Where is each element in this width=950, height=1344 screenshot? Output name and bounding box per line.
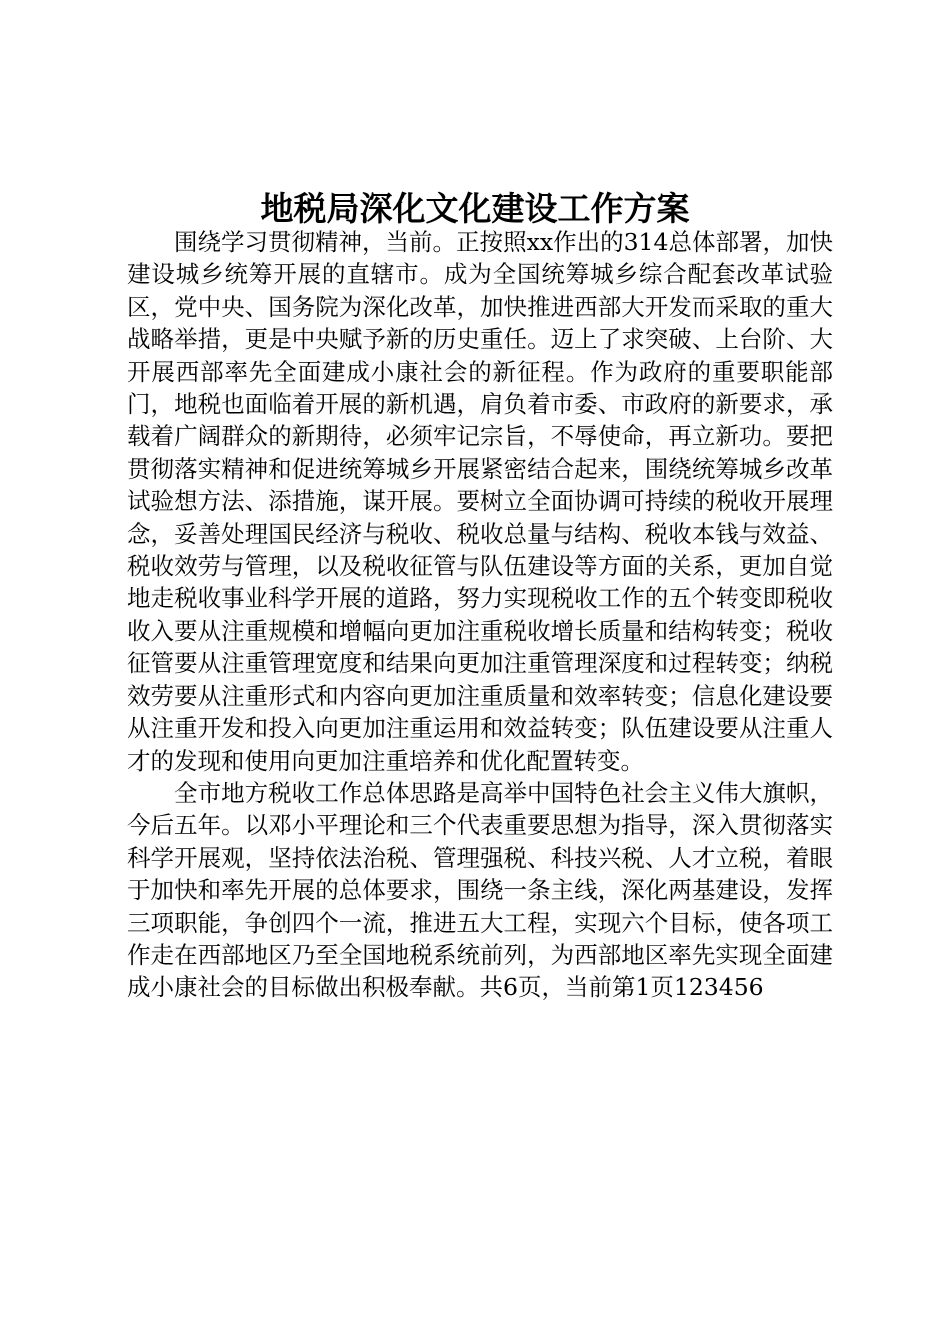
document-body	[127, 226, 833, 1004]
document-title: 地税局深化文化建设工作方案	[260, 189, 690, 228]
body-paragraph: 全市地方税收工作总体思路是高举中国特色社会主义伟大旗帜，今后五年。以邓小平理论和三个代表重要思想为指导，深入贯彻落实科学开展观，坚持依法治税、管理强税、科技兴税、人才立税，着眼于加快和率先开展的总体要求，围绕一条主线，深化两基建设，发挥三项职能，争创四个一流，推进五大工程，实现六个目标，使各项工作走在西部地区乃至全国地税系统前列，为西部地区率先实现全面建成小康社会的目标做出积极奉献。共6页，当前第1页123456	[127, 778, 833, 1002]
body-paragraph: 围绕学习贯彻精神，当前。正按照xx作出的314总体部署，加快建设城乡统筹开展的直辖市。成为全国统筹城乡综合配套改革试验区，党中央、国务院为深化改革，加快推进西部大开发而采取的重大战略举措，更是中央赋予新的历史重任。迈上了求突破、上台阶、大开展西部率先全面建成小康社会的新征程。作为政府的重要职能部门，地税也面临着开展的新机遇，肩负着市委、市政府的新要求，承载着广阔群众的新期待，必须牢记宗旨，不辱使命，再立新功。要把贯彻落实精神和促进统筹城乡开展紧密结合起来，围绕统筹城乡改革试验想方法、添措施，谋开展。要树立全面协调可持续的税收开展理念，妥善处理国民经济与税收、税收总量与结构、税收本钱与效益、税收效劳与管理，以及税收征管与队伍建设等方面的关系，更加自觉地走税收事业科学开展的道路，努力实现税收工作的五个转变即税收收入要从注重规模和增幅向更加注重税收增长质量和结构转变；税收征管要从注重管理宽度和结果向更加注重管理深度和过程转变；纳税效劳要从注重形式和内容向更加注重质量和效率转变；信息化建设要从注重开发和投入向更加注重运用和效益转变；队伍建设要从注重人才的发现和使用向更加注重培养和优化配置转变。	[127, 228, 833, 775]
